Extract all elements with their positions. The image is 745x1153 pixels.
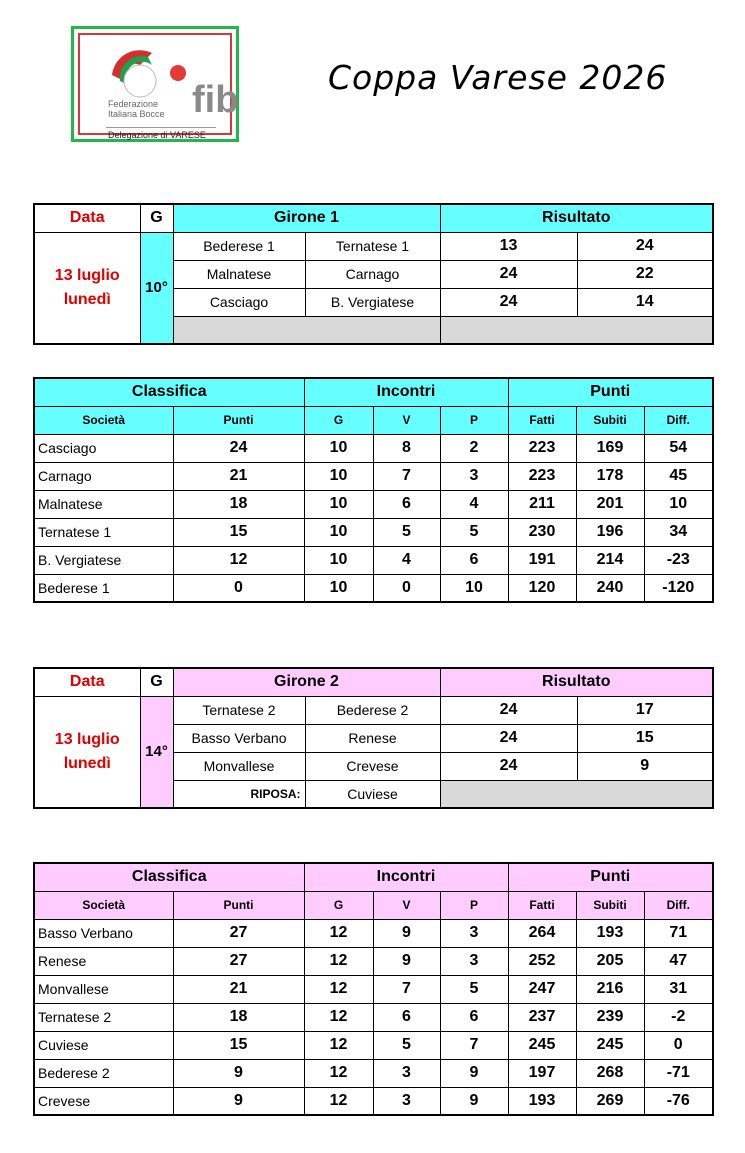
team-name: Malnatese xyxy=(34,490,173,518)
points-diff: 47 xyxy=(644,947,713,975)
won: 3 xyxy=(373,1059,440,1087)
logo-delegazione: Delegazione di VARESE xyxy=(108,130,206,140)
team-name: Basso Verbano xyxy=(34,919,173,947)
away-team: Crevese xyxy=(305,752,440,780)
team-points: 27 xyxy=(173,947,304,975)
table-row xyxy=(34,975,713,1003)
won: 5 xyxy=(373,1031,440,1059)
points-for: 230 xyxy=(508,518,576,546)
risultato-header: Risultato xyxy=(440,668,713,696)
lost: 6 xyxy=(440,1003,508,1031)
home-score: 24 xyxy=(440,288,577,316)
table-row xyxy=(34,462,713,490)
won: 8 xyxy=(373,434,440,462)
played: 12 xyxy=(304,1031,373,1059)
col-g-header: G xyxy=(140,668,173,696)
col-p: P xyxy=(440,891,508,919)
girone1-header-row xyxy=(34,204,713,232)
incontri-header: Incontri xyxy=(304,378,508,406)
home-team: Ternatese 2 xyxy=(173,696,305,724)
classifica-title: Classifica xyxy=(34,863,304,891)
lost: 3 xyxy=(440,919,508,947)
points-for: 252 xyxy=(508,947,576,975)
home-score: 24 xyxy=(440,752,577,780)
col-v: V xyxy=(373,891,440,919)
table-row xyxy=(34,574,713,602)
col-v: V xyxy=(373,406,440,434)
lost: 5 xyxy=(440,975,508,1003)
col-p: P xyxy=(440,406,508,434)
logo-text: fib xyxy=(192,79,239,121)
points-against: 245 xyxy=(576,1031,644,1059)
col-fatti: Fatti xyxy=(508,891,576,919)
points-for: 264 xyxy=(508,919,576,947)
col-data-header: Data xyxy=(34,204,140,232)
lost: 9 xyxy=(440,1087,508,1115)
fib-logo xyxy=(71,26,239,142)
won: 9 xyxy=(373,947,440,975)
col-subiti: Subiti xyxy=(576,891,644,919)
riposa-label: RIPOSA: xyxy=(173,780,305,808)
away-score: 9 xyxy=(577,752,713,780)
date-weekday: lunedì xyxy=(63,754,111,772)
points-against: 240 xyxy=(576,574,644,602)
girone2-header-row xyxy=(34,668,713,696)
date-day: 13 luglio xyxy=(54,266,120,284)
away-team: Ternatese 1 xyxy=(305,232,440,260)
points-for: 245 xyxy=(508,1031,576,1059)
col-societa: Società xyxy=(34,891,173,919)
punti-group-header: Punti xyxy=(508,863,713,891)
classifica-header-row xyxy=(34,378,713,406)
empty-cell xyxy=(440,316,713,344)
team-points: 24 xyxy=(173,434,304,462)
home-team: Basso Verbano xyxy=(173,724,305,752)
points-diff: 10 xyxy=(644,490,713,518)
logo-line-1: Federazione xyxy=(108,99,159,109)
team-points: 15 xyxy=(173,518,304,546)
punti-group-header: Punti xyxy=(508,378,713,406)
lost: 6 xyxy=(440,546,508,574)
points-against: 239 xyxy=(576,1003,644,1031)
points-for: 237 xyxy=(508,1003,576,1031)
classifica1-table xyxy=(33,377,714,603)
home-team: Casciago xyxy=(173,288,305,316)
won: 6 xyxy=(373,1003,440,1031)
points-for: 247 xyxy=(508,975,576,1003)
points-against: 268 xyxy=(576,1059,644,1087)
points-for: 211 xyxy=(508,490,576,518)
points-against: 178 xyxy=(576,462,644,490)
played: 10 xyxy=(304,490,373,518)
lost: 5 xyxy=(440,518,508,546)
logo-federazione xyxy=(108,99,165,119)
won: 5 xyxy=(373,518,440,546)
team-name: Crevese xyxy=(34,1087,173,1115)
away-team: Bederese 2 xyxy=(305,696,440,724)
won: 3 xyxy=(373,1087,440,1115)
lost: 9 xyxy=(440,1059,508,1087)
col-diff: Diff. xyxy=(644,891,713,919)
table-row xyxy=(34,1031,713,1059)
away-score: 17 xyxy=(577,696,713,724)
points-against: 216 xyxy=(576,975,644,1003)
won: 7 xyxy=(373,975,440,1003)
points-against: 193 xyxy=(576,919,644,947)
played: 12 xyxy=(304,1003,373,1031)
home-score: 24 xyxy=(440,260,577,288)
col-punti: Punti xyxy=(173,891,304,919)
played: 10 xyxy=(304,434,373,462)
table-row xyxy=(34,518,713,546)
points-diff: -71 xyxy=(644,1059,713,1087)
logo-frame xyxy=(78,33,239,140)
team-name: Bederese 1 xyxy=(34,574,173,602)
lost: 2 xyxy=(440,434,508,462)
classifica-title: Classifica xyxy=(34,378,304,406)
away-team: Carnago xyxy=(305,260,440,288)
team-name: Bederese 2 xyxy=(34,1059,173,1087)
points-against: 205 xyxy=(576,947,644,975)
table-row xyxy=(34,434,713,462)
won: 4 xyxy=(373,546,440,574)
match-row xyxy=(34,696,713,724)
played: 10 xyxy=(304,462,373,490)
points-diff: 45 xyxy=(644,462,713,490)
lost: 10 xyxy=(440,574,508,602)
won: 7 xyxy=(373,462,440,490)
points-for: 223 xyxy=(508,462,576,490)
away-team: Renese xyxy=(305,724,440,752)
team-name: Cuviese xyxy=(34,1031,173,1059)
team-points: 15 xyxy=(173,1031,304,1059)
giornata-number: 14° xyxy=(140,696,173,808)
table-row xyxy=(34,1059,713,1087)
classifica-header-row xyxy=(34,863,713,891)
empty-cell xyxy=(440,780,713,808)
played: 12 xyxy=(304,919,373,947)
team-points: 27 xyxy=(173,919,304,947)
match-row xyxy=(34,232,713,260)
played: 12 xyxy=(304,1087,373,1115)
home-score: 24 xyxy=(440,696,577,724)
team-points: 21 xyxy=(173,462,304,490)
logo-divider xyxy=(106,127,216,128)
points-diff: 34 xyxy=(644,518,713,546)
points-against: 201 xyxy=(576,490,644,518)
riposa-team: Cuviese xyxy=(305,780,440,808)
points-diff: -23 xyxy=(644,546,713,574)
logo-line-2: Italiana Bocce xyxy=(108,109,165,119)
points-diff: -120 xyxy=(644,574,713,602)
table-row xyxy=(34,1003,713,1031)
away-score: 15 xyxy=(577,724,713,752)
col-fatti: Fatti xyxy=(508,406,576,434)
points-against: 269 xyxy=(576,1087,644,1115)
won: 6 xyxy=(373,490,440,518)
played: 12 xyxy=(304,1059,373,1087)
date-day: 13 luglio xyxy=(54,730,120,748)
team-name: Ternatese 2 xyxy=(34,1003,173,1031)
points-for: 197 xyxy=(508,1059,576,1087)
col-data-header: Data xyxy=(34,668,140,696)
col-g: G xyxy=(304,406,373,434)
girone2-schedule-table xyxy=(33,667,714,809)
played: 10 xyxy=(304,518,373,546)
lost: 4 xyxy=(440,490,508,518)
points-diff: 31 xyxy=(644,975,713,1003)
away-score: 24 xyxy=(577,232,713,260)
girone-title: Girone 1 xyxy=(173,204,440,232)
points-for: 223 xyxy=(508,434,576,462)
home-score: 13 xyxy=(440,232,577,260)
incontri-header: Incontri xyxy=(304,863,508,891)
won: 9 xyxy=(373,919,440,947)
lost: 3 xyxy=(440,947,508,975)
points-against: 196 xyxy=(576,518,644,546)
points-for: 191 xyxy=(508,546,576,574)
points-diff: 54 xyxy=(644,434,713,462)
points-diff: -2 xyxy=(644,1003,713,1031)
team-points: 0 xyxy=(173,574,304,602)
team-name: Ternatese 1 xyxy=(34,518,173,546)
home-score: 24 xyxy=(440,724,577,752)
played: 12 xyxy=(304,947,373,975)
lost: 3 xyxy=(440,462,508,490)
team-points: 9 xyxy=(173,1059,304,1087)
team-points: 12 xyxy=(173,546,304,574)
team-name: B. Vergiatese xyxy=(34,546,173,574)
page-title: Coppa Varese 2026 xyxy=(328,58,668,97)
risultato-header: Risultato xyxy=(440,204,713,232)
played: 10 xyxy=(304,574,373,602)
classifica2-table xyxy=(33,862,714,1116)
col-subiti: Subiti xyxy=(576,406,644,434)
col-g: G xyxy=(304,891,373,919)
points-diff: 0 xyxy=(644,1031,713,1059)
team-points: 9 xyxy=(173,1087,304,1115)
col-societa: Società xyxy=(34,406,173,434)
empty-cell xyxy=(173,316,440,344)
col-punti: Punti xyxy=(173,406,304,434)
team-points: 18 xyxy=(173,1003,304,1031)
team-name: Carnago xyxy=(34,462,173,490)
won: 0 xyxy=(373,574,440,602)
table-row xyxy=(34,490,713,518)
table-row xyxy=(34,546,713,574)
lost: 7 xyxy=(440,1031,508,1059)
table-row xyxy=(34,947,713,975)
team-name: Monvallese xyxy=(34,975,173,1003)
points-against: 169 xyxy=(576,434,644,462)
table-row xyxy=(34,1087,713,1115)
girone1-schedule-table xyxy=(33,203,714,345)
points-for: 120 xyxy=(508,574,576,602)
date-weekday: lunedì xyxy=(63,290,111,308)
away-team: B. Vergiatese xyxy=(305,288,440,316)
team-name: Renese xyxy=(34,947,173,975)
classifica-column-row xyxy=(34,891,713,919)
points-diff: -76 xyxy=(644,1087,713,1115)
match-date xyxy=(34,232,140,344)
home-team: Monvallese xyxy=(173,752,305,780)
table-row xyxy=(34,919,713,947)
away-score: 14 xyxy=(577,288,713,316)
points-against: 214 xyxy=(576,546,644,574)
away-score: 22 xyxy=(577,260,713,288)
team-points: 21 xyxy=(173,975,304,1003)
played: 12 xyxy=(304,975,373,1003)
points-for: 193 xyxy=(508,1087,576,1115)
classifica-column-row xyxy=(34,406,713,434)
giornata-number: 10° xyxy=(140,232,173,344)
points-diff: 71 xyxy=(644,919,713,947)
col-g-header: G xyxy=(140,204,173,232)
team-points: 18 xyxy=(173,490,304,518)
match-date xyxy=(34,696,140,808)
girone-title: Girone 2 xyxy=(173,668,440,696)
home-team: Malnatese xyxy=(173,260,305,288)
played: 10 xyxy=(304,546,373,574)
home-team: Bederese 1 xyxy=(173,232,305,260)
col-diff: Diff. xyxy=(644,406,713,434)
team-name: Casciago xyxy=(34,434,173,462)
